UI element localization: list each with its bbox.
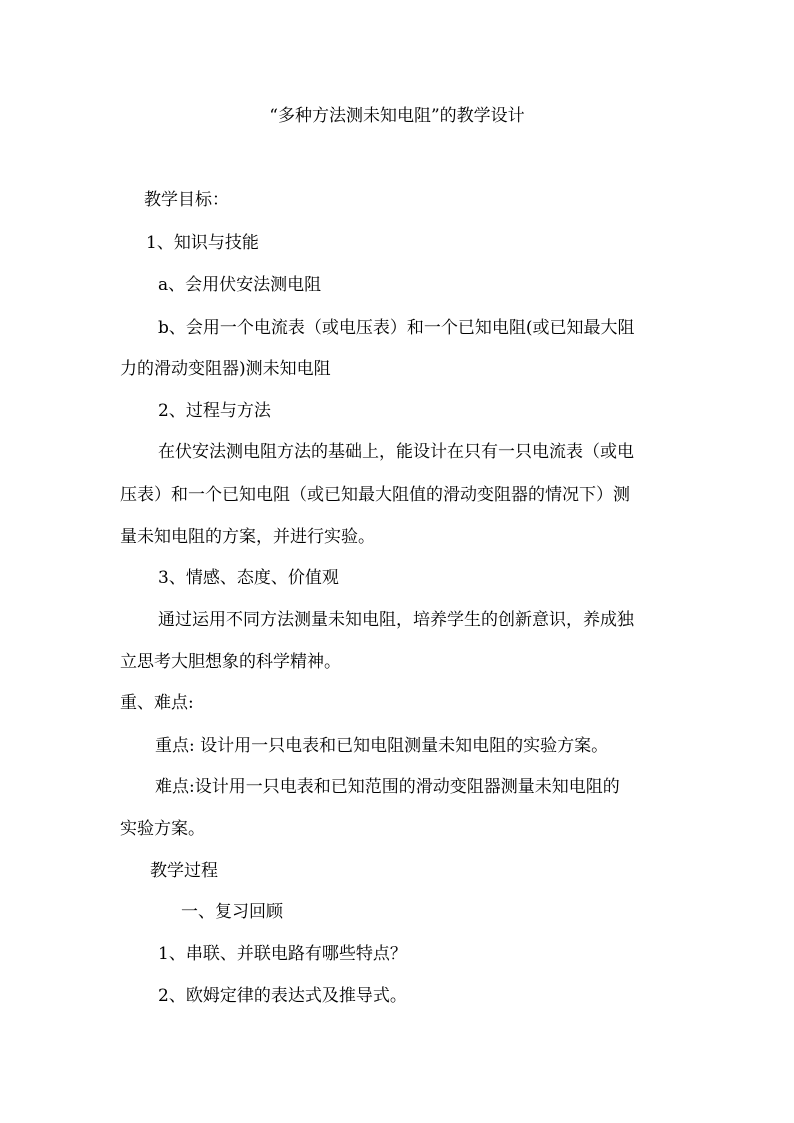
document-title: “多种方法测未知电阻”的教学设计: [269, 106, 525, 126]
paragraph-values-line-2: 立思考大胆想象的科学精神。: [120, 652, 341, 672]
subheading-knowledge-skills: 1、知识与技能: [146, 233, 259, 253]
list-item-b-continued: 力的滑动变阻器)测未知电阻: [120, 359, 331, 379]
subheading-review: 一、复习回顾: [181, 902, 283, 922]
paragraph-process-line-3: 量未知电阻的方案，并进行实验。: [120, 527, 375, 547]
review-question-2: 2、欧姆定律的表达式及推导式。: [158, 986, 407, 1006]
section-heading-teaching-goals: 教学目标：: [144, 190, 229, 210]
review-question-1: 1、串联、并联电路有哪些特点？: [158, 944, 407, 964]
section-heading-teaching-process: 教学过程: [150, 861, 218, 881]
paragraph-process-line-1: 在伏安法测电阻方法的基础上，能设计在只有一只电流表（或电: [158, 442, 634, 462]
subheading-emotion-attitude-values: 3、情感、态度、价值观: [158, 568, 339, 588]
difficulty-line-2: 实验方案。: [120, 819, 205, 839]
subheading-process-methods: 2、过程与方法: [158, 401, 271, 421]
key-point-line: 重点: 设计用一只电表和已知电阻测量未知电阻的实验方案。: [155, 736, 609, 756]
paragraph-values-line-1: 通过运用不同方法测量未知电阻，培养学生的创新意识，养成独: [158, 610, 634, 630]
list-item-b: b、会用一个电流表（或电压表）和一个已知电阻(或已知最大阻: [158, 318, 635, 338]
difficulty-line-1: 难点:设计用一只电表和已知范围的滑动变阻器测量未知电阻的: [155, 777, 620, 797]
paragraph-process-line-2: 压表）和一个已知电阻（或已知最大阻值的滑动变阻器的情况下）测: [120, 485, 630, 505]
section-heading-key-points: 重、难点:: [120, 693, 194, 713]
list-item-a: a、会用伏安法测电阻: [158, 275, 322, 295]
